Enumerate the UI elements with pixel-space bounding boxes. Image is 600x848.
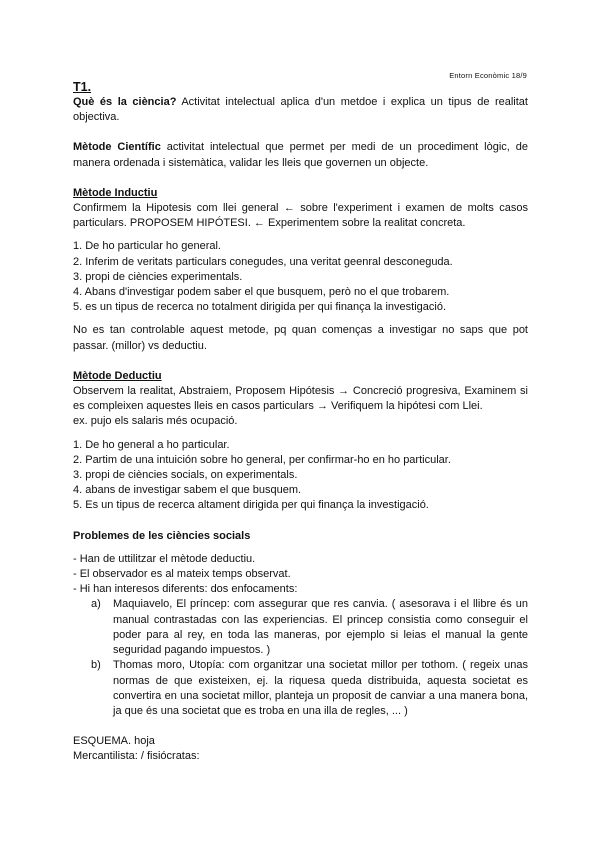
list-item: 2. Inferim de veritats particulars conegudes, una veritat geenral desconeguda. xyxy=(73,255,453,268)
list-item: 5. Es un tipus de recerca altament dirigida per qui finança la investigació. xyxy=(73,499,429,512)
deductiu-list xyxy=(73,438,528,514)
esquema-line: ESQUEMA. hoja xyxy=(73,735,155,748)
document-body xyxy=(73,80,528,765)
list-item xyxy=(91,658,528,719)
list-item: - El observador es al mateix temps observat. xyxy=(73,568,291,581)
inductiu-intro: Confirmem la Hipotesis com llei general ← sobre l'experiment i examen de molts casos particulars. PROPOSEM HIPÓTESI. ← Experimentem sobre la realitat concreta. xyxy=(73,202,528,230)
definition-que-es-ciencia: Activitat intelectual aplica d'un metdoe i explica un tipus de realitat objectiva. xyxy=(73,96,528,124)
mercantilista-line: Mercantilista: / fisiócratas: xyxy=(73,750,200,763)
inductiu-note: No es tan controlable aquest metode, pq quan començas a investigar no saps que pot passar. (millor) vs deductiu. xyxy=(73,324,528,352)
list-item: 3. propi de ciències socials, on experimentals. xyxy=(73,469,298,482)
list-item: 2. Partim de una intuición sobre ho general, per confirmar-ho en ho particular. xyxy=(73,453,451,466)
list-item: 1. De ho particular ho general. xyxy=(73,240,221,253)
enfocaments-list xyxy=(73,597,528,719)
deductiu-example: ex. pujo els salaris més ocupació. xyxy=(73,415,238,428)
definition-metode-cientific: activitat intelectual que permet per medi de un procediment lògic, de manera ordenada i sistemàtica, validar les lleis que governen un objecte. xyxy=(73,141,528,169)
paragraph-que-es-ciencia xyxy=(73,95,528,125)
inductiu-list xyxy=(73,239,528,315)
heading-problemes: Problemes de les ciències socials xyxy=(73,529,251,542)
paragraph-metode-cientific xyxy=(73,140,528,170)
list-item: 3. propi de ciències experimentals. xyxy=(73,270,243,283)
term-que-es-ciencia: Què és la ciència? xyxy=(73,96,177,108)
list-item: - Hi han interesos diferents: dos enfocaments: xyxy=(73,583,298,596)
list-item: 4. abans de investigar sabem el que busquem. xyxy=(73,484,302,497)
list-item-text: Maquiavelo, El príncep: com assegurar que res canvia. ( asesorava i el llibre és un manual contrastadas con las experiencias. El princep consistia como conseguir el poder para al rey, en toda las maneras, por ejemplo si leias el manual la gente seguridad pagando impuestos. ) xyxy=(113,598,528,657)
problemes-list xyxy=(73,552,528,598)
list-item: 5. es un tipus de recerca no totalment dirigida per qui finança la investigació. xyxy=(73,301,446,314)
heading-metode-inductiu: Mètode Inductiu xyxy=(73,186,158,199)
header-course-label: Entorn Econòmic 18/9 xyxy=(449,71,527,80)
list-item: 1. De ho general a ho particular. xyxy=(73,438,230,451)
list-item: - Han de uttilitzar el mètode deductiu. xyxy=(73,552,256,565)
page-title: T1. xyxy=(73,80,92,94)
list-item xyxy=(91,597,528,658)
list-marker: b) xyxy=(91,659,101,672)
list-item-text: Thomas moro, Utopía: com organitzar una societat millor per tothom. ( regeix unas normas de que existeixen, ej. la riquesa queda distribuida, aquesta societat es convertira en una societat millor, planteja un proposit de canviar a una manera bona, ja que és una societat que es troba en una illa de regles, ... ) xyxy=(113,659,528,717)
deductiu-intro: Observem la realitat, Abstraiem, Proposem Hipótesis → Concreció progresiva, Examinem si es compleixen aquestes lleis en casos particulars → Verifiquem la hipótesi com Llei. xyxy=(73,385,528,413)
list-marker: a) xyxy=(91,598,101,611)
list-item: 4. Abans d'investigar podem saber el que busquem, però no el que trobarem. xyxy=(73,286,450,299)
heading-metode-deductiu: Mètode Deductiu xyxy=(73,369,162,382)
term-metode-cientific: Mètode Científic xyxy=(73,141,161,154)
